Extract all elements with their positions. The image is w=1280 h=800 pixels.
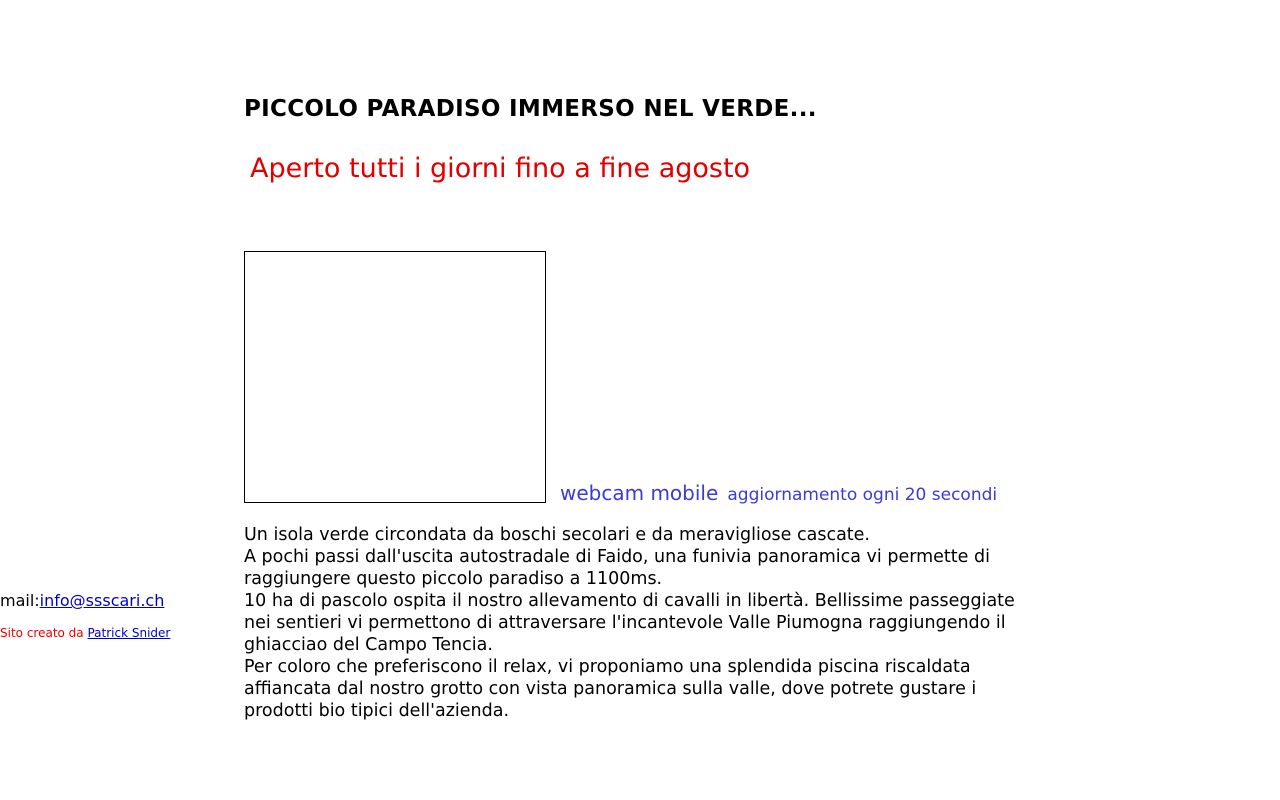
description-line: affiancata dal nostro grotto con vista panoramica sulla valle, dove potrete gustare i xyxy=(244,679,977,699)
description-line: Per coloro che preferiscono il relax, vi proponiamo una splendida piscina riscaldata xyxy=(244,657,971,677)
description-text xyxy=(244,524,1054,722)
webcam-section xyxy=(244,251,1064,503)
opening-notice: Aperto tutti i giorni fino a fine agosto xyxy=(250,153,751,184)
description-line: A pochi passi dall'uscita autostradale di Faido, una funivia panoramica vi permette di xyxy=(244,547,990,567)
description-line: 10 ha di pascolo ospita il nostro allevamento di cavalli in libertà. Bellissime passeggiate xyxy=(244,591,1015,611)
sidebar xyxy=(0,590,240,641)
main-content xyxy=(244,92,1064,721)
credit-author-link[interactable]: Patrick Snider xyxy=(87,626,171,640)
description-line: nei sentieri vi permettono di attraversare l'incantevole Valle Piumogna raggiungendo il xyxy=(244,613,1006,633)
mail-label: mail: xyxy=(0,591,40,610)
credit-line xyxy=(0,625,240,641)
description-line: ghiacciao del Campo Tencia. xyxy=(244,635,493,655)
webcam-image xyxy=(244,251,546,503)
description-line: Un isola verde circondata da boschi secolari e da meravigliose cascate. xyxy=(244,525,870,545)
webcam-mobile-link[interactable]: webcam mobile xyxy=(560,481,719,505)
description-line: raggiungere questo piccolo paradiso a 1100ms. xyxy=(244,569,663,589)
mail-link[interactable]: info@ssscari.ch xyxy=(39,591,165,610)
webcam-caption xyxy=(560,481,997,505)
description-line: prodotti bio tipici dell'azienda. xyxy=(244,701,510,721)
credit-prefix: Sito creato da xyxy=(0,626,84,640)
webcam-update-note: aggiornamento ogni 20 secondi xyxy=(727,485,998,505)
page-title: PICCOLO PARADISO IMMERSO NEL VERDE... xyxy=(244,96,817,122)
mail-line xyxy=(0,590,240,612)
